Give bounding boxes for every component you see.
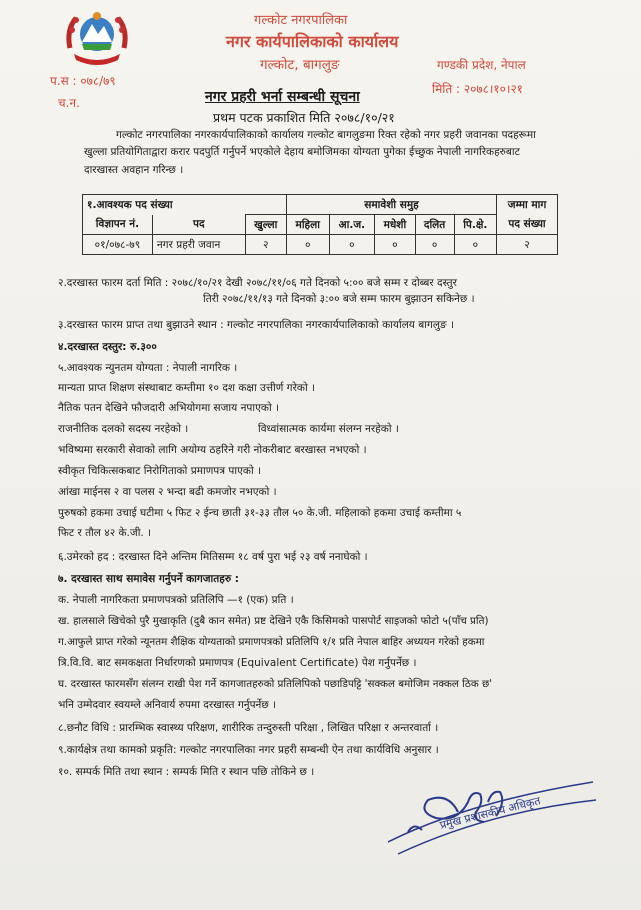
cell-indigenous: ०	[329, 235, 374, 255]
section-7-item-gha-2: भनि उम्मेदवार स्वयम्ले अनिवार्य रुपमा दरखास्त गर्नुपर्नेछ ।	[58, 699, 277, 711]
section-5-line-8: फिट र तौल ४२ के.जी. ।	[58, 527, 152, 539]
notice-title: नगर प्रहरी भर्ना सम्बन्धी सूचना	[205, 89, 360, 105]
table-total-header: जम्मा माग	[497, 195, 558, 215]
table-header-madhesi: मधेशी	[375, 215, 415, 235]
officer-stamp: प्रमुख प्रशासकीय अधिकृत	[438, 794, 542, 832]
section-3: ३.दरखास्त फारम प्राप्त तथा बुझाउने स्थान : गल्कोट नगरपालिका नगरकार्यपालिकाको कार्यालय बागलुङ ।	[58, 319, 454, 331]
nepal-emblem-icon	[62, 8, 132, 70]
section-2-line-1: २.दरखास्त फारम दर्ता मिति : २०७८/१०/२१ देखी २०७८/११/०६ गते दिनको ५:०० बजे सम्म र दोब्बर दस्तुर	[58, 277, 457, 289]
cell-backward: ०	[454, 235, 497, 255]
section-2-line-2: तिरी २०७८/११/१३ गते दिनको ३:०० बजे सम्म फारम बुझाउन सकिनेछ ।	[203, 293, 475, 305]
section-10: १०. सम्पर्क मिति तथा स्थान : सम्पर्क मिति र स्थान पछि तोकिने छ ।	[58, 766, 315, 778]
section-7-item-ga-2: त्रि.वि.वि. बाट समकक्षता निर्धारणको प्रमाणपत्र (Equivalent Certificate) पेश गर्नुपर्नेछ ।	[58, 657, 417, 669]
table-row	[83, 235, 558, 255]
intro-line-1: गल्कोट नगरपालिका नगरकार्यपालिकाको कार्यालय गल्कोट बागलुङमा रिक्त रहेको नगर प्रहरी जवानका पदहरूमा	[116, 129, 536, 141]
dispatch-number: च.न.	[58, 96, 80, 110]
table-group-header: समावेशी समुह	[286, 195, 496, 215]
section-5-line-1: मान्यता प्राप्त शिक्षण संस्थाबाट कम्तीमा १० दश कक्षा उत्तीर्ण गरेको ।	[58, 382, 315, 394]
section-5-line-4: भविष्यमा सरकारी सेवाको लागि अयोग्य ठहरिने गरी नोकरीबाट बरखास्त नभएको ।	[58, 444, 367, 456]
table-header-open: खुल्ला	[245, 215, 286, 235]
intro-line-3: दारखास्त अवहान गरिन्छ ।	[84, 164, 184, 176]
section-7-item-ga-1: ग.आफुले प्राप्त गरेको न्यूनतम शैक्षिक योग्यताको प्रमाणपत्रको प्रतिलिपि १/१ प्रति नेपाल बाहिर अध्ययन गरेको हकमा	[58, 636, 485, 648]
notice-subtitle: प्रथम पटक प्रकाशित मिति २०७८/१०/२१	[213, 110, 395, 125]
cell-ad-no: ०१/०७८-७९	[83, 235, 153, 255]
intro-line-2: खुल्ला प्रतियोगिताद्वारा करार पदपुर्ति गर्नुपर्ने भएकोले देहाय बमोजिमका योग्यता पुगेका ईच्छुक नेपाली नागरिकहरुबाट	[84, 146, 520, 158]
section-5-line-2: नैतिक पतन देखिने फौजदारी अभियोगमा सजाय नपाएको ।	[58, 402, 279, 414]
reference-number: प.स : ०७८/७९	[50, 74, 116, 88]
table-header-women: महिला	[286, 215, 329, 235]
table-header-ad-no: विज्ञापन नं.	[83, 215, 153, 235]
section-5-line-3a: राजनीतिक दलको सदस्य नरहेको ।	[58, 423, 189, 435]
section-5-heading: ५.आवश्यक न्युनतम योग्यता : नेपाली नागरिक ।	[58, 362, 238, 374]
section-6: ६.उमेरको हद : दरखास्त दिने अन्तिम मितिसम्म १८ वर्ष पुरा भई २३ वर्ष ननाघेको ।	[58, 551, 368, 563]
section-5-line-3b: विध्वांसात्मक कार्यमा संलग्न नरहेको ।	[258, 423, 399, 435]
vacancy-table	[82, 194, 558, 255]
cell-post: नगर प्रहरी जवान	[152, 235, 245, 255]
cell-dalit: ०	[415, 235, 454, 255]
section-4: ४.दरखास्त दस्तुर: रु.३००	[58, 341, 157, 353]
cell-total: २	[497, 235, 558, 255]
section-5-line-6: आंखा माईनस २ वा पलस २ भन्दा बढी कमजोर नभएको ।	[58, 486, 277, 498]
municipality-name: गल्कोट नगरपालिका	[254, 13, 348, 28]
table-header-dalit: दलित	[415, 215, 454, 235]
letter-date: मिति : २०७८।१०।२१	[432, 82, 523, 96]
section-7-item-gha-1: घ. दरखास्त फारमसँग संलग्न राखी पेश गर्ने कागजातहरुको प्रतिलिपिको पछाडिपट्टि 'सक्कल बमोजिम नक्कल ठिक छ'	[58, 678, 493, 690]
section-7-item-ka: क. नेपाली नागरिकता प्रमाणपत्रको प्रतिलिपि —१ (एक) प्रति ।	[58, 594, 294, 606]
cell-open: २	[245, 235, 286, 255]
section-7-item-kha: ख. हालसाले खिचेको पुरै मुखाकृति (दुबै कान समेत) प्रष्ट देखिने एकै किसिमको पासपोर्ट साइजको फोटो ५(पाँच प्रति)	[58, 615, 489, 627]
province-name: गण्डकी प्रदेश, नेपाल	[437, 58, 526, 72]
table-section-label: १.आवश्यक पद संख्या	[83, 195, 287, 215]
cell-women: ०	[286, 235, 329, 255]
section-9: ९.कार्यक्षेत्र तथा कामको प्रकृति: गल्कोट नगरपालिका नगर प्रहरी सम्बन्धी ऐन तथा कार्यविधि अनुसार ।	[58, 744, 439, 756]
section-7-heading: ७. दरखास्त साथ समावेस गर्नुपर्ने कागजातहरु :	[58, 573, 239, 585]
office-name: नगर कार्यपालिकाको कार्यालय	[226, 32, 399, 51]
table-total-header-2: पद संख्या	[497, 215, 558, 235]
table-header-post: पद	[152, 215, 245, 235]
office-address: गल्कोट, बागलुङ	[260, 57, 340, 73]
cell-madhesi: ०	[375, 235, 415, 255]
table-header-backward: पि.क्षे.	[454, 215, 497, 235]
section-5-line-7: पुरुषको हकमा उचाई घटीमा ५ फिट २ ईन्च छाती ३१-३३ तौल ५० के.जी. महिलाको हकमा उचाई कम्तीमा ५	[58, 507, 462, 519]
section-5-line-5: स्वीकृत चिकित्सकबाट निरोगिताको प्रमाणपत्र पाएको ।	[58, 465, 261, 477]
section-8: ८.छनौट विधि : प्रारम्भिक स्वास्थ्य परिक्षण, शारीरिक तन्दुरुस्ती परिक्षा , लिखित परिक्षा र अन्तरवार्ता ।	[58, 722, 439, 734]
table-header-indigenous: आ.ज.	[329, 215, 374, 235]
